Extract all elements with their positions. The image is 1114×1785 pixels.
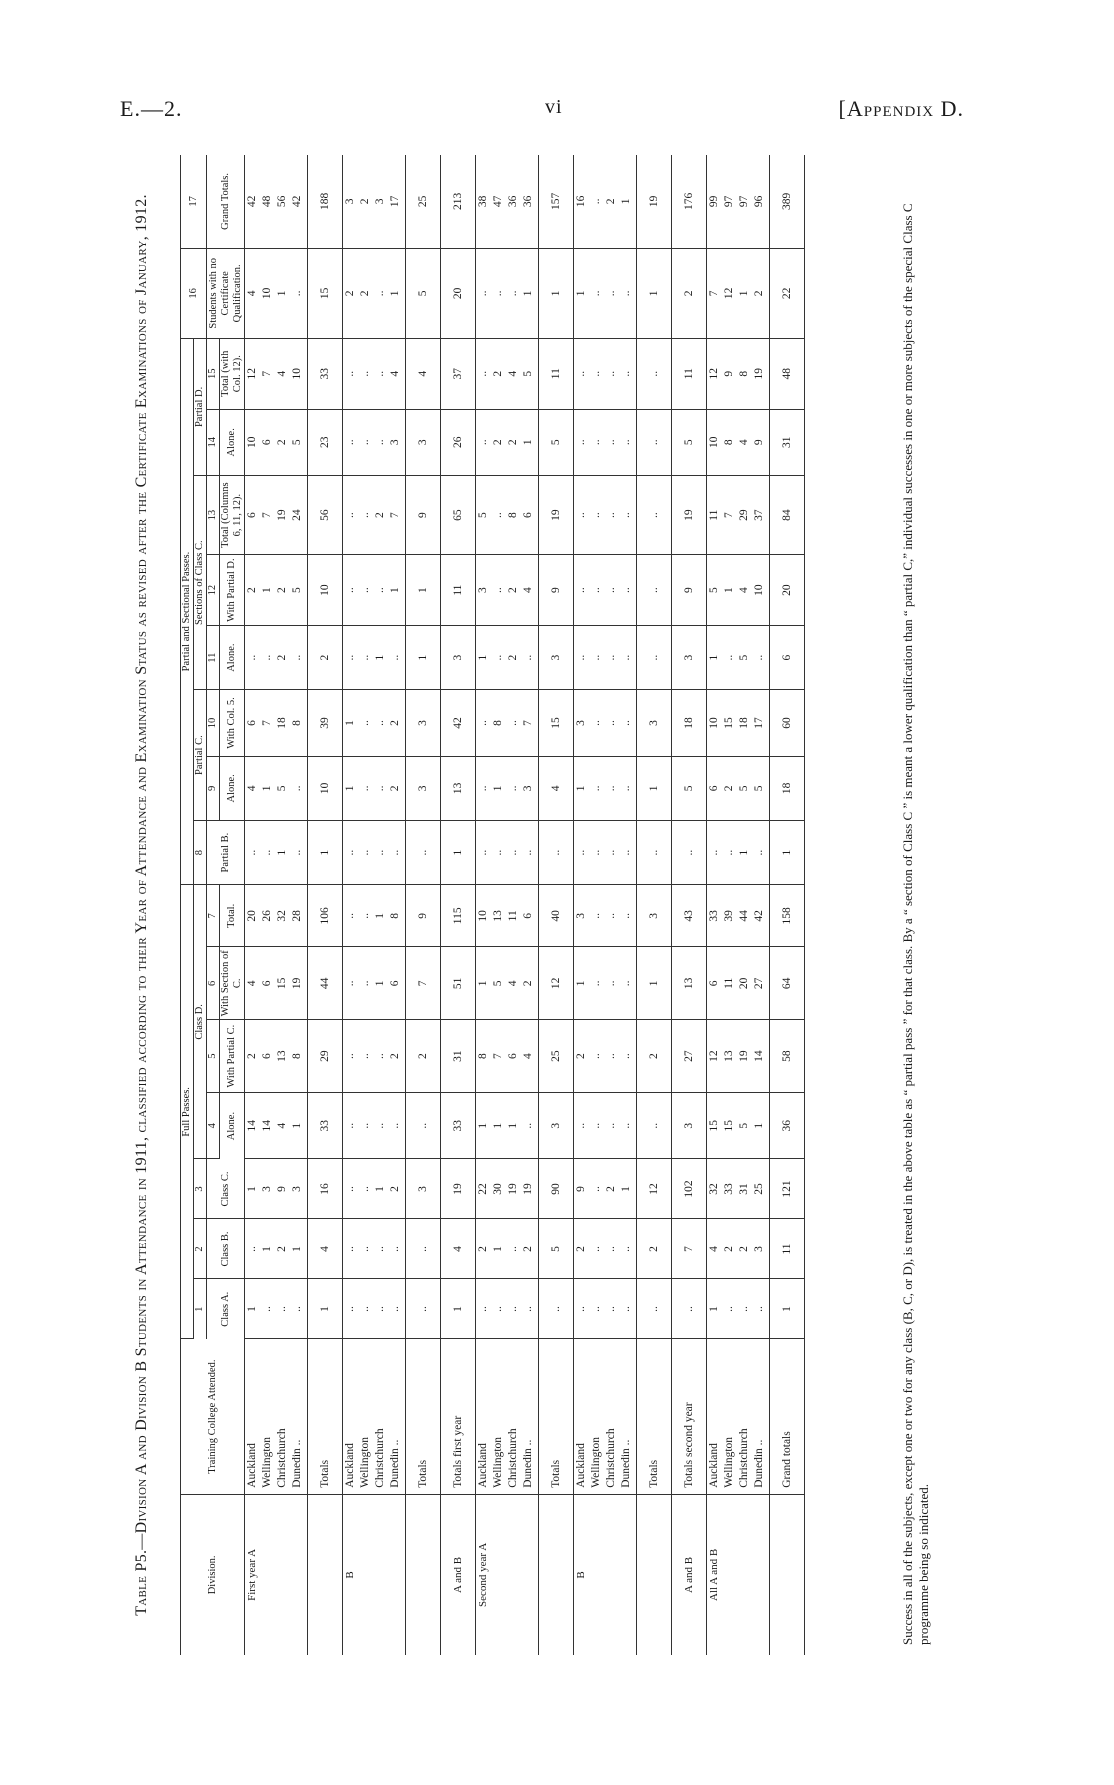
division-cell: A and B: [672, 1494, 707, 1655]
cell-col-6: 1 .. .. ..: [574, 947, 637, 1020]
division-header: Division.: [181, 1494, 245, 1655]
cell-col-7: 158: [770, 885, 805, 947]
division-cell: B: [575, 1571, 587, 1579]
col-6-num: 6: [207, 947, 220, 1020]
cell-col-13: 65: [441, 476, 476, 555]
cell-col-13: 19: [672, 476, 707, 555]
cell-col-14: .. 2 2 1: [476, 409, 539, 475]
cell-col-9: 10: [308, 756, 343, 820]
cell-col-9: 1 .. .. ..: [574, 756, 637, 820]
col-12-label: With Partial D.: [220, 555, 245, 626]
partial-d-header: Partial D.: [194, 338, 207, 475]
cell-col-9: 6 2 5 5: [707, 756, 770, 820]
cell-col-10: 6 7 18 8: [245, 690, 308, 756]
cell-col-4: 14 14 4 1: [245, 1093, 308, 1159]
cell-col-2: 4 2 2 3: [707, 1219, 770, 1279]
cell-col-15: 11: [672, 338, 707, 409]
col-17-num: 17: [181, 155, 207, 248]
rotated-table-page: [130, 155, 970, 1655]
totals-label: Totals: [539, 1339, 574, 1494]
cell-col-16: 22: [770, 248, 805, 338]
col-1-label: Class A.: [207, 1279, 245, 1339]
cell-col-6: 1: [637, 947, 672, 1020]
totals-row: [539, 155, 574, 1655]
totals-row: [308, 155, 343, 1655]
cell-col-16: 5: [406, 248, 441, 338]
col-8-label: Partial B.: [207, 820, 245, 884]
cell-col-4: 33: [441, 1093, 476, 1159]
cell-col-11: .. .. .. ..: [574, 625, 637, 689]
cell-col-12: 10: [308, 555, 343, 626]
cell-col-8: .. .. .. ..: [574, 820, 637, 884]
partial-sectional-header: Partial and Sectional Passes.: [181, 338, 194, 884]
col-8-num: 8: [194, 820, 207, 884]
totals-row: [441, 155, 476, 1655]
col-10-num: 10: [207, 690, 220, 756]
cell-col-10: 60: [770, 690, 805, 756]
cell-col-2: 4: [308, 1219, 343, 1279]
col-3-label: Class C.: [207, 1159, 245, 1219]
cell-col-4: 15 15 5 1: [707, 1093, 770, 1159]
col-5-label: With Partial C.: [220, 1020, 245, 1093]
cell-col-6: 6 11 20 27: [707, 947, 770, 1020]
table-body: [245, 155, 805, 1655]
cell-col-12: 9: [539, 555, 574, 626]
cell-col-11: 1 .. 2 ..: [476, 625, 539, 689]
totals-label: Grand totals: [770, 1339, 805, 1494]
totals-label: Totals: [308, 1339, 343, 1494]
cell-col-14: 23: [308, 409, 343, 475]
cell-col-6: 44: [308, 947, 343, 1020]
cell-col-4: 33: [308, 1093, 343, 1159]
cell-col-5: 58: [770, 1020, 805, 1093]
cell-col-5: 2 .. .. ..: [574, 1020, 637, 1093]
col-2-label: Class B.: [207, 1219, 245, 1279]
totals-row: [672, 155, 707, 1655]
table-row: [476, 155, 539, 1655]
col-3-num: 3: [194, 1159, 207, 1219]
cell-col-15: 12 7 4 10: [245, 338, 308, 409]
cell-col-7: 43: [672, 885, 707, 947]
cell-col-6: 1 5 4 2: [476, 947, 539, 1020]
cell-col-3: 16: [308, 1159, 343, 1219]
cell-col-10: 3 .. .. ..: [574, 690, 637, 756]
cell-col-16: 1 .. .. ..: [574, 248, 637, 338]
cell-col-2: 2 .. .. ..: [574, 1219, 637, 1279]
cell-col-1: .. .. .. ..: [476, 1279, 539, 1339]
cell-col-11: 1: [406, 625, 441, 689]
cell-col-10: 18: [672, 690, 707, 756]
class-d-header: Class D.: [194, 885, 207, 1159]
cell-col-5: 27: [672, 1020, 707, 1093]
cell-col-7: 115: [441, 885, 476, 947]
cell-col-13: 5 .. 8 6: [476, 476, 539, 555]
cell-col-8: 1: [441, 820, 476, 884]
cell-col-8: ..: [406, 820, 441, 884]
college-list: Auckland Wellington Christchurch Dunedin ..: [476, 1339, 539, 1494]
totals-label: Totals: [637, 1339, 672, 1494]
col-10-label: With Col. 5.: [220, 690, 245, 756]
cell-col-1: ..: [406, 1279, 441, 1339]
division-cell: [770, 1494, 805, 1655]
table-row: [574, 155, 637, 1655]
cell-col-1: .. .. .. ..: [343, 1279, 406, 1339]
col-9-num: 9: [207, 756, 220, 820]
col-15-num: 15: [207, 338, 220, 409]
college-list: Auckland Wellington Christchurch Dunedin ..: [343, 1339, 406, 1494]
table-row: [707, 155, 770, 1655]
col-4-label: Alone.: [220, 1093, 245, 1159]
cell-col-3: 12: [637, 1159, 672, 1219]
col-11-num: 11: [207, 625, 220, 689]
cell-col-6: 7: [406, 947, 441, 1020]
cell-col-3: 32 33 31 25: [707, 1159, 770, 1219]
cell-col-1: 1: [770, 1279, 805, 1339]
division-cell: B: [344, 1571, 356, 1579]
cell-col-15: .. 2 4 5: [476, 338, 539, 409]
cell-col-4: .. .. .. ..: [574, 1093, 637, 1159]
col-11-label: Alone.: [220, 625, 245, 689]
division-cell: First year A: [246, 1548, 258, 1601]
cell-col-5: 2: [406, 1020, 441, 1093]
cell-col-6: 51: [441, 947, 476, 1020]
cell-col-13: ..: [637, 476, 672, 555]
cell-col-7: 10 13 11 6: [476, 885, 539, 947]
table-row: [245, 155, 308, 1655]
cell-col-7: 3 .. .. ..: [574, 885, 637, 947]
cell-col-4: 1 1 1 ..: [476, 1093, 539, 1159]
cell-col-3: 1 3 9 3: [245, 1159, 308, 1219]
cell-col-11: 3: [672, 625, 707, 689]
cell-col-7: .. .. 1 8: [343, 885, 406, 947]
cell-col-17: 176: [672, 155, 707, 248]
cell-col-9: 1: [637, 756, 672, 820]
cell-col-17: 19: [637, 155, 672, 248]
cell-col-9: 4 1 5 ..: [245, 756, 308, 820]
cell-col-1: ..: [539, 1279, 574, 1339]
col-12-num: 12: [207, 555, 220, 626]
cell-col-13: 19: [539, 476, 574, 555]
cell-col-3: 22 30 19 19: [476, 1159, 539, 1219]
cell-col-16: 2 2 .. 1: [343, 248, 406, 338]
division-cell: [539, 1494, 574, 1655]
cell-col-5: .. .. .. 2: [343, 1020, 406, 1093]
cell-col-8: .. .. .. ..: [476, 820, 539, 884]
cell-col-10: 10 15 18 17: [707, 690, 770, 756]
cell-col-8: ..: [539, 820, 574, 884]
cell-col-7: 40: [539, 885, 574, 947]
totals-row: [406, 155, 441, 1655]
cell-col-16: 7 12 1 2: [707, 248, 770, 338]
cell-col-13: 84: [770, 476, 805, 555]
cell-col-5: 8 7 6 4: [476, 1020, 539, 1093]
cell-col-8: 1: [770, 820, 805, 884]
cell-col-13: 6 7 19 24: [245, 476, 308, 555]
cell-col-8: 1: [308, 820, 343, 884]
cell-col-9: 4: [539, 756, 574, 820]
cell-col-14: 5: [672, 409, 707, 475]
col-16-label: Students with no Certificate Qualification.: [207, 248, 245, 338]
cell-col-8: ..: [637, 820, 672, 884]
cell-col-10: 15: [539, 690, 574, 756]
cell-col-14: 3: [406, 409, 441, 475]
cell-col-4: ..: [637, 1093, 672, 1159]
col-13-label: Total (Columns 6, 11, 12).: [220, 476, 245, 555]
cell-col-15: 37: [441, 338, 476, 409]
cell-col-8: .. .. 1 ..: [245, 820, 308, 884]
cell-col-14: .. .. .. ..: [574, 409, 637, 475]
cell-col-12: 5 1 4 10: [707, 555, 770, 626]
col-15-label: Total (with Col. 12).: [220, 338, 245, 409]
college-list: Auckland Wellington Christchurch Dunedin ..: [245, 1339, 308, 1494]
cell-col-10: 42: [441, 690, 476, 756]
division-cell: [406, 1494, 441, 1655]
cell-col-15: 12 9 8 19: [707, 338, 770, 409]
cell-col-3: 9 .. 2 1: [574, 1159, 637, 1219]
cell-col-2: .. .. .. ..: [343, 1219, 406, 1279]
college-list: Auckland Wellington Christchurch Dunedin ..: [574, 1339, 637, 1494]
cell-col-2: 2: [637, 1219, 672, 1279]
cell-col-14: 26: [441, 409, 476, 475]
cell-col-15: 11: [539, 338, 574, 409]
col-13-num: 13: [207, 476, 220, 555]
division-cell: All A and B: [708, 1548, 720, 1602]
cell-col-10: 3: [637, 690, 672, 756]
page-code: E.—2.: [120, 96, 183, 121]
cell-col-9: 1 .. .. 2: [343, 756, 406, 820]
cell-col-2: 4: [441, 1219, 476, 1279]
cell-col-2: ..: [406, 1219, 441, 1279]
cell-col-1: 1: [441, 1279, 476, 1339]
cell-col-6: 4 6 15 19: [245, 947, 308, 1020]
cell-col-12: 9: [672, 555, 707, 626]
cell-col-16: 4 10 1 ..: [245, 248, 308, 338]
cell-col-7: 20 26 32 28: [245, 885, 308, 947]
col-7-num: 7: [207, 885, 220, 947]
table-title: Table P5.—Division A and Division B Students in Attendance in 1911, classified according to their Year of Attendance and Examination Status as revised after the Certificate Examinations of January, 1912.: [133, 194, 150, 1616]
cell-col-17: 42 48 56 42: [245, 155, 308, 248]
cell-col-7: 9: [406, 885, 441, 947]
cell-col-15: .. .. .. 4: [343, 338, 406, 409]
totals-label: Totals: [406, 1339, 441, 1494]
cell-col-6: .. .. 1 6: [343, 947, 406, 1020]
cell-col-15: 33: [308, 338, 343, 409]
cell-col-3: 19: [441, 1159, 476, 1219]
col-4-num: 4: [207, 1093, 220, 1159]
cell-col-3: 121: [770, 1159, 805, 1219]
cell-col-11: 2: [308, 625, 343, 689]
cell-col-17: 25: [406, 155, 441, 248]
cell-col-1: ..: [672, 1279, 707, 1339]
cell-col-12: 11: [441, 555, 476, 626]
cell-col-16: .. .. .. 1: [476, 248, 539, 338]
cell-col-9: 3: [406, 756, 441, 820]
cell-col-11: 3: [441, 625, 476, 689]
cell-col-4: .. .. .. ..: [343, 1093, 406, 1159]
cell-col-1: 1: [308, 1279, 343, 1339]
cell-col-5: 12 13 19 14: [707, 1020, 770, 1093]
cell-col-13: 11 7 29 37: [707, 476, 770, 555]
cell-col-8: ..: [672, 820, 707, 884]
full-passes-header: Full Passes.: [181, 885, 194, 1339]
cell-col-3: .. .. 1 2: [343, 1159, 406, 1219]
cell-col-17: 99 97 97 96: [707, 155, 770, 248]
cell-col-9: 5: [672, 756, 707, 820]
cell-col-13: 56: [308, 476, 343, 555]
cell-col-10: 1 .. .. 2: [343, 690, 406, 756]
cell-col-15: 48: [770, 338, 805, 409]
cell-col-14: 5: [539, 409, 574, 475]
cell-col-6: 64: [770, 947, 805, 1020]
cell-col-5: 29: [308, 1020, 343, 1093]
cell-col-16: 2: [672, 248, 707, 338]
cell-col-5: 2: [637, 1020, 672, 1093]
cell-col-3: 102: [672, 1159, 707, 1219]
cell-col-13: .. .. 2 7: [343, 476, 406, 555]
cell-col-10: 3: [406, 690, 441, 756]
col-9-label: Alone.: [220, 756, 245, 820]
cell-col-13: .. .. .. ..: [574, 476, 637, 555]
cell-col-12: 3 .. 2 4: [476, 555, 539, 626]
table-row: [343, 155, 406, 1655]
cell-col-2: .. 1 2 1: [245, 1219, 308, 1279]
division-cell: [637, 1494, 672, 1655]
cell-col-17: 213: [441, 155, 476, 248]
footnote: Success in all of the subjects, except one or two for any class (B, C, or D), is treated in the above table as “ partial pass ” for that class. By a “ section of Class C ” is meant a lower qualification than “ partial C,” individual successes in one or more subjects of the special Class C programme being so indicated.: [900, 203, 931, 1645]
cell-col-14: 10 6 2 5: [245, 409, 308, 475]
cell-col-11: 1 .. 5 ..: [707, 625, 770, 689]
cell-col-9: 18: [770, 756, 805, 820]
cell-col-10: 39: [308, 690, 343, 756]
cell-col-16: 20: [441, 248, 476, 338]
cell-col-11: 3: [539, 625, 574, 689]
cell-col-6: 12: [539, 947, 574, 1020]
college-list: Auckland Wellington Christchurch Dunedin ..: [707, 1339, 770, 1494]
col-14-label: Alone.: [220, 409, 245, 475]
cell-col-10: .. 8 .. 7: [476, 690, 539, 756]
cell-col-17: 157: [539, 155, 574, 248]
col-2-num: 2: [194, 1219, 207, 1279]
col-17-label: Grand Totals.: [207, 155, 245, 248]
cell-col-4: ..: [406, 1093, 441, 1159]
cell-col-11: .. .. 1 ..: [343, 625, 406, 689]
cell-col-9: .. 1 .. 3: [476, 756, 539, 820]
cell-col-3: 3: [406, 1159, 441, 1219]
cell-col-1: .. .. .. ..: [574, 1279, 637, 1339]
cell-col-7: 33 39 44 42: [707, 885, 770, 947]
partial-c-header: Partial C.: [194, 690, 207, 821]
division-cell: A and B: [441, 1494, 476, 1655]
cell-col-12: ..: [637, 555, 672, 626]
cell-col-1: 1 .. .. ..: [245, 1279, 308, 1339]
cell-col-6: 13: [672, 947, 707, 1020]
cell-col-11: 6: [770, 625, 805, 689]
totals-row: [770, 155, 805, 1655]
cell-col-16: 1: [637, 248, 672, 338]
totals-label: Totals first year: [441, 1339, 476, 1494]
cell-col-11: .. .. 2 ..: [245, 625, 308, 689]
division-cell: [308, 1494, 343, 1655]
cell-col-4: 36: [770, 1093, 805, 1159]
cell-col-16: 15: [308, 248, 343, 338]
cell-col-12: 20: [770, 555, 805, 626]
cell-col-12: 2 1 2 5: [245, 555, 308, 626]
cell-col-1: 1 .. .. ..: [707, 1279, 770, 1339]
cell-col-12: .. .. .. ..: [574, 555, 637, 626]
cell-col-9: 13: [441, 756, 476, 820]
cell-col-17: 38 47 36 36: [476, 155, 539, 248]
cell-col-8: .. .. 1 ..: [707, 820, 770, 884]
cell-col-2: 2 1 .. 2: [476, 1219, 539, 1279]
col-7-label: Total.: [220, 885, 245, 947]
cell-col-12: 1: [406, 555, 441, 626]
col-6-label: With Section of C.: [220, 947, 245, 1020]
cell-col-14: .. .. .. 3: [343, 409, 406, 475]
totals-label: Totals second year: [672, 1339, 707, 1494]
cell-col-13: 9: [406, 476, 441, 555]
cell-col-17: 188: [308, 155, 343, 248]
division-cell: Second year A: [477, 1542, 489, 1607]
col-14-num: 14: [207, 409, 220, 475]
cell-col-4: 3: [672, 1093, 707, 1159]
cell-col-14: 31: [770, 409, 805, 475]
cell-col-2: 7: [672, 1219, 707, 1279]
cell-col-15: .. .. .. ..: [574, 338, 637, 409]
cell-col-1: ..: [637, 1279, 672, 1339]
col-5-num: 5: [207, 1020, 220, 1093]
cell-col-7: 106: [308, 885, 343, 947]
cell-col-15: ..: [637, 338, 672, 409]
sections-c-header: Sections of Class C.: [194, 476, 207, 690]
col-16-num: 16: [181, 248, 207, 338]
cell-col-5: 2 6 13 8: [245, 1020, 308, 1093]
cell-col-2: 11: [770, 1219, 805, 1279]
col-1-num: 1: [194, 1279, 207, 1339]
cell-col-8: .. .. .. ..: [343, 820, 406, 884]
cell-col-17: 3 2 3 17: [343, 155, 406, 248]
page-number: vi: [545, 96, 563, 118]
totals-row: [637, 155, 672, 1655]
cell-col-14: ..: [637, 409, 672, 475]
cell-col-17: 389: [770, 155, 805, 248]
cell-col-17: 16 .. 2 1: [574, 155, 637, 248]
attendance-table: [180, 155, 805, 1655]
cell-col-3: 90: [539, 1159, 574, 1219]
cell-col-2: 5: [539, 1219, 574, 1279]
cell-col-16: 1: [539, 248, 574, 338]
cell-col-11: ..: [637, 625, 672, 689]
cell-col-15: 4: [406, 338, 441, 409]
cell-col-4: 3: [539, 1093, 574, 1159]
cell-col-14: 10 8 4 9: [707, 409, 770, 475]
cell-col-12: .. .. .. 1: [343, 555, 406, 626]
college-header: Training College Attended.: [181, 1339, 245, 1494]
appendix-label: [Appendix D.: [838, 96, 964, 121]
cell-col-5: 25: [539, 1020, 574, 1093]
cell-col-5: 31: [441, 1020, 476, 1093]
cell-col-7: 3: [637, 885, 672, 947]
